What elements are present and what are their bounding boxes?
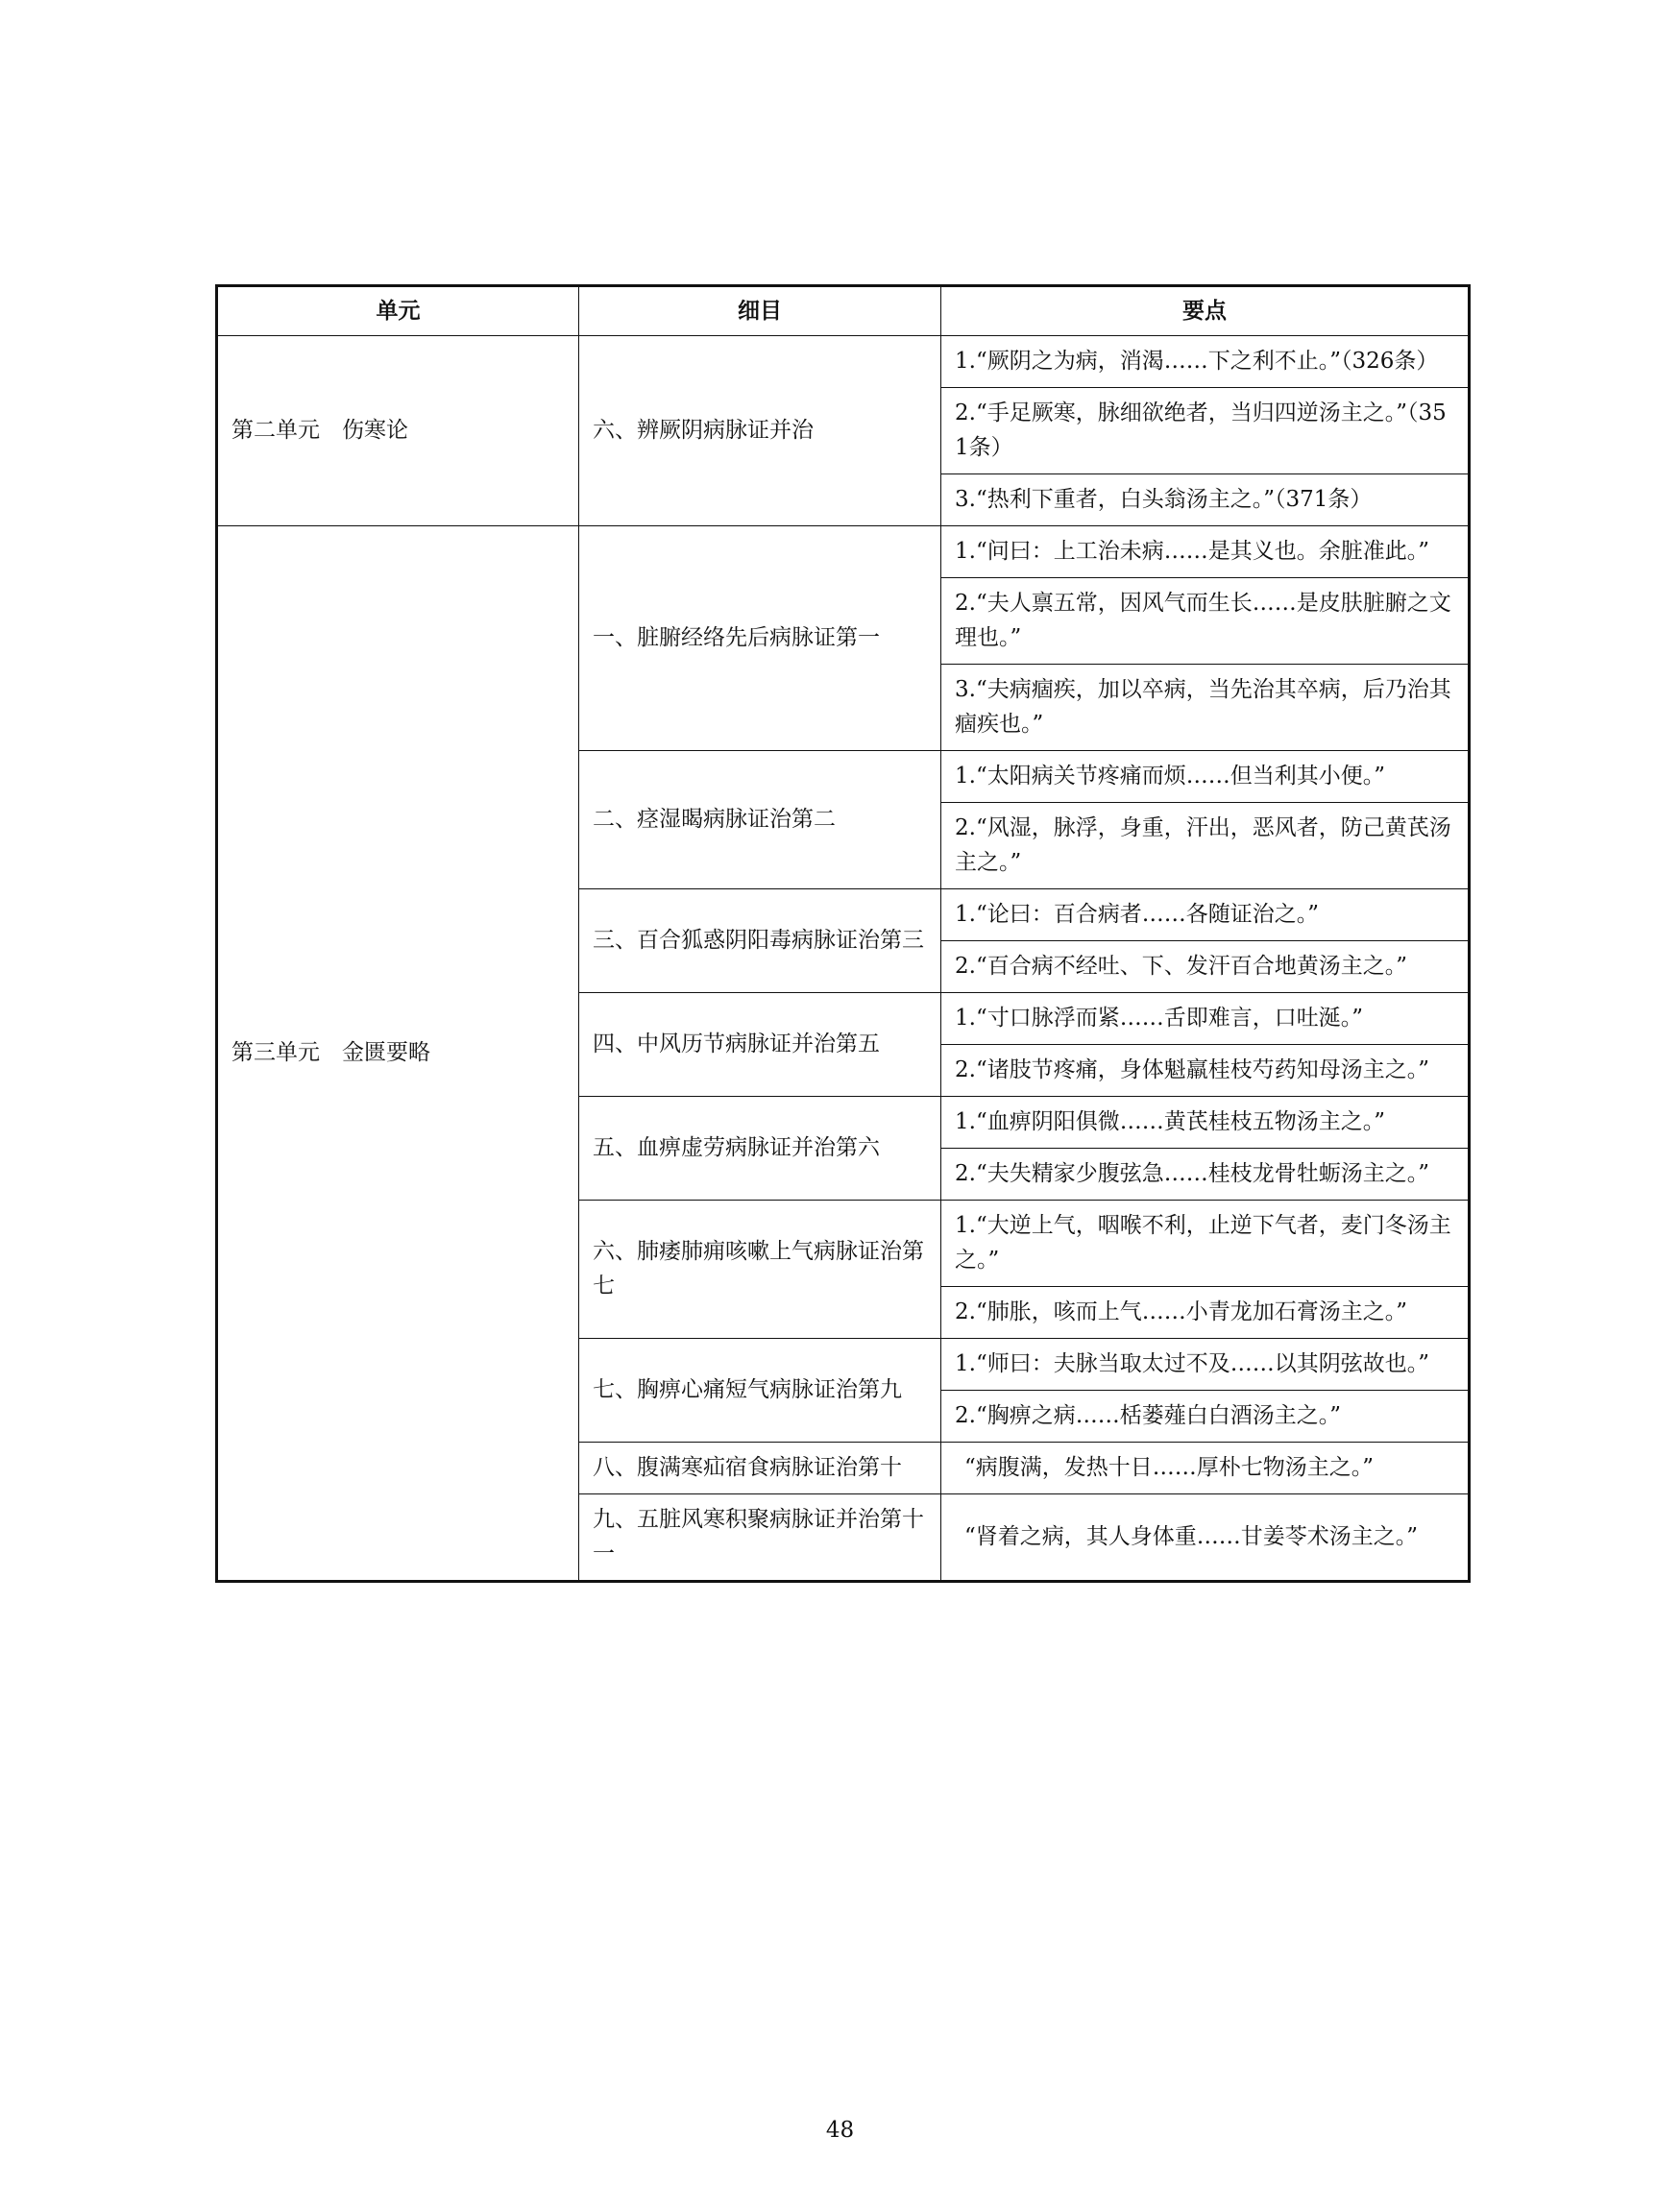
point-cell: 2.“诸肢节疼痛，身体魁羸桂枝芍药知母汤主之。” (941, 1045, 1470, 1097)
header-detail: 细目 (579, 286, 941, 336)
table-header (217, 286, 1470, 336)
point-cell: 1.“血痹阴阳俱微……黄芪桂枝五物汤主之。” (941, 1097, 1470, 1149)
point-cell: 3.“夫病痼疾，加以卒病，当先治其卒病，后乃治其痼疾也。” (941, 665, 1470, 751)
point-cell: 1.“寸口脉浮而紧……舌即难言，口吐涎。” (941, 993, 1470, 1045)
point-cell: “病腹满，发热十日……厚朴七物汤主之。” (941, 1443, 1470, 1494)
detail-cell: 一、脏腑经络先后病脉证第一 (579, 526, 941, 751)
detail-cell: 七、胸痹心痛短气病脉证治第九 (579, 1339, 941, 1443)
point-cell: 2.“百合病不经吐、下、发汗百合地黄汤主之。” (941, 941, 1470, 993)
point-cell: 2.“胸痹之病……栝蒌薤白白酒汤主之。” (941, 1391, 1470, 1443)
point-cell: 1.“太阳病关节疼痛而烦……但当利其小便。” (941, 751, 1470, 803)
syllabus-table (215, 284, 1471, 1583)
detail-cell: 二、痉湿暍病脉证治第二 (579, 751, 941, 889)
point-cell: 1.“问曰：上工治未病……是其义也。余脏准此。” (941, 526, 1470, 578)
detail-cell: 四、中风历节病脉证并治第五 (579, 993, 941, 1097)
detail-cell: 三、百合狐惑阴阳毒病脉证治第三 (579, 889, 941, 993)
table-body (217, 336, 1470, 1582)
point-cell: 2.“风湿，脉浮，身重，汗出，恶风者，防己黄芪汤主之。” (941, 803, 1470, 889)
point-cell: 3.“热利下重者，白头翁汤主之。”（371条） (941, 474, 1470, 526)
unit-cell: 第三单元 金匮要略 (217, 526, 579, 1582)
point-cell: 2.“肺胀，咳而上气……小青龙加石膏汤主之。” (941, 1287, 1470, 1339)
table-row (217, 526, 1470, 578)
detail-cell: 八、腹满寒疝宿食病脉证治第十 (579, 1443, 941, 1494)
point-cell: 2.“夫人禀五常，因风气而生长……是皮肤脏腑之文理也。” (941, 578, 1470, 665)
point-cell: 1.“大逆上气，咽喉不利，止逆下气者，麦门冬汤主之。” (941, 1201, 1470, 1287)
point-cell: 2.“手足厥寒，脉细欲绝者，当归四逆汤主之。”（351条） (941, 388, 1470, 474)
detail-cell: 五、血痹虚劳病脉证并治第六 (579, 1097, 941, 1201)
point-cell: “肾着之病，其人身体重……甘姜苓术汤主之。” (941, 1494, 1470, 1582)
detail-cell: 六、辨厥阴病脉证并治 (579, 336, 941, 526)
detail-cell: 九、五脏风寒积聚病脉证并治第十一 (579, 1494, 941, 1582)
page-number: 48 (825, 2118, 855, 2143)
point-cell: 2.“夫失精家少腹弦急……桂枝龙骨牡蛎汤主之。” (941, 1149, 1470, 1201)
header-points: 要点 (941, 286, 1470, 336)
header-row (217, 286, 1470, 336)
point-cell: 1.“厥阴之为病，消渴……下之利不止。”（326条） (941, 336, 1470, 388)
point-cell: 1.“师曰：夫脉当取太过不及……以其阴弦故也。” (941, 1339, 1470, 1391)
header-unit: 单元 (217, 286, 579, 336)
unit-cell: 第二单元 伤寒论 (217, 336, 579, 526)
point-cell: 1.“论曰：百合病者……各随证治之。” (941, 889, 1470, 941)
table-row (217, 336, 1470, 388)
detail-cell: 六、肺痿肺痈咳嗽上气病脉证治第七 (579, 1201, 941, 1339)
